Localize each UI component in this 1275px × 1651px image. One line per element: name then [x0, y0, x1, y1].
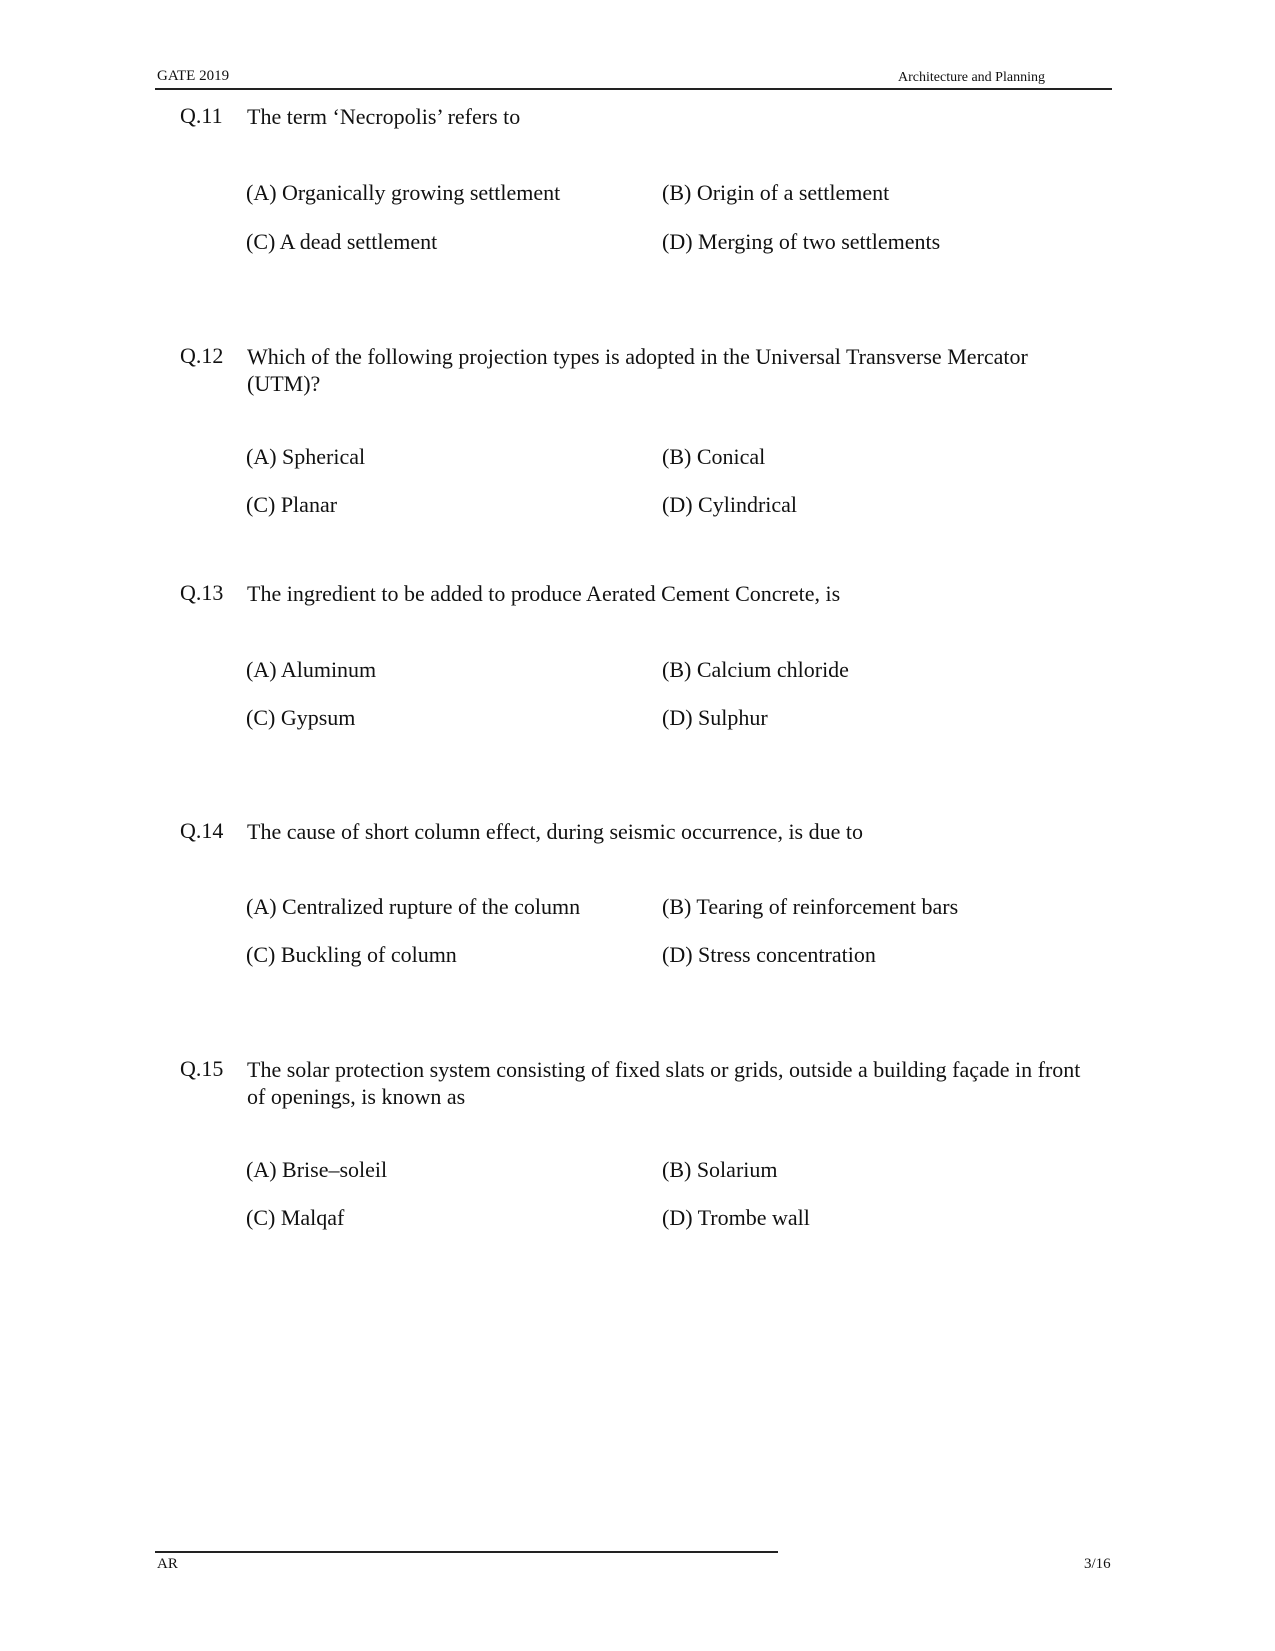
- question-number: Q.15: [180, 1056, 224, 1081]
- option-b: (B) Origin of a settlement: [662, 180, 890, 205]
- option-d: (D) Cylindrical: [662, 492, 798, 517]
- option-d: (D) Sulphur: [662, 705, 768, 730]
- option-b: (B) Conical: [662, 444, 766, 469]
- option-a: (A) Brise–soleil: [246, 1157, 388, 1182]
- header-subject: Architecture and Planning: [898, 70, 1045, 85]
- header-divider: [155, 88, 1112, 90]
- footer-divider: [155, 1551, 778, 1553]
- option-c: (C) Buckling of column: [246, 942, 457, 967]
- option-b: (B) Tearing of reinforcement bars: [662, 894, 959, 919]
- question-number: Q.11: [180, 103, 223, 128]
- question-number: Q.13: [180, 580, 224, 605]
- option-d: (D) Merging of two settlements: [662, 229, 941, 254]
- question-number: Q.14: [180, 818, 224, 843]
- option-c: (C) Planar: [246, 492, 338, 517]
- option-a: (A) Organically growing settlement: [246, 180, 561, 205]
- option-a: (A) Centralized rupture of the column: [246, 894, 581, 919]
- question-text: Which of the following projection types is adopted in the Universal Transverse Mercator (UTM)?: [247, 344, 1028, 396]
- question-number: Q.12: [180, 343, 224, 368]
- question-text: The term ‘Necropolis’ refers to: [247, 104, 521, 129]
- page-number: 3/16: [1084, 1556, 1111, 1572]
- option-a: (A) Spherical: [246, 444, 366, 469]
- option-d: (D) Stress concentration: [662, 942, 876, 967]
- footer-paper-code: AR: [157, 1556, 178, 1572]
- question-text: The solar protection system consisting of fixed slats or grids, outside a building façade in front of openings, is known as: [247, 1057, 1081, 1109]
- question-text: The cause of short column effect, during seismic occurrence, is due to: [247, 819, 863, 844]
- question-text: The ingredient to be added to produce Aerated Cement Concrete, is: [247, 581, 841, 606]
- option-c: (C) A dead settlement: [246, 229, 438, 254]
- option-b: (B) Calcium chloride: [662, 657, 849, 682]
- option-d: (D) Trombe wall: [662, 1205, 810, 1230]
- option-b: (B) Solarium: [662, 1157, 778, 1182]
- option-c: (C) Malqaf: [246, 1205, 345, 1230]
- option-c: (C) Gypsum: [246, 705, 356, 730]
- option-a: (A) Aluminum: [246, 657, 377, 682]
- header-exam-title: GATE 2019: [157, 68, 230, 84]
